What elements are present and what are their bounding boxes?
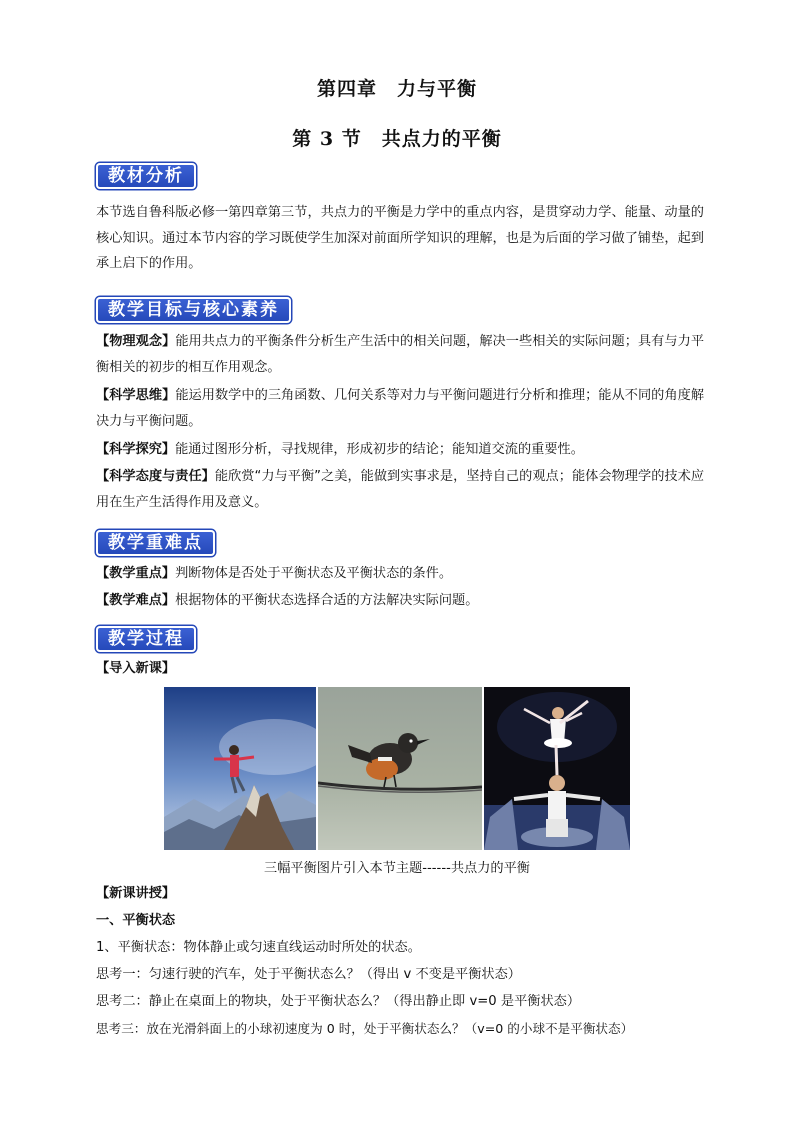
think-question-1: 思考一：匀速行驶的汽车，处于平衡状态么？（得出 v 不变是平衡状态） (96, 967, 521, 982)
goal-text: 能通过图形分析，寻找规律，形成初步的结论；能知道交流的重要性。 (175, 442, 584, 457)
goal-label: 【物理观念】 (96, 334, 176, 349)
photo-mountain-balance (164, 687, 316, 850)
mountain-balance-image (164, 687, 316, 850)
key-point (96, 561, 704, 587)
photo-acrobatic-ballet (484, 687, 630, 850)
think-question-3: 思考三：放在光滑斜面上的小球初速度为 0 时，处于平衡状态么？（v=0 的小球不是平衡状态） (96, 1021, 634, 1036)
key-point-label: 【教学重点】 (96, 566, 176, 581)
photo-bird-on-wire (318, 687, 482, 850)
new-lesson-heading: 【新课讲授】 (96, 886, 176, 901)
key-point-text: 判断物体是否处于平衡状态及平衡状态的条件。 (175, 566, 453, 581)
image-caption: 三幅平衡图片引入本节主题------共点力的平衡 (264, 861, 530, 876)
goal-scientific-inquiry (96, 437, 704, 463)
acrobatic-ballet-image (484, 687, 630, 850)
definition-line: 1、平衡状态：物体静止或匀速直线运动时所处的状态。 (96, 940, 421, 955)
goal-text: 能欣赏“力与平衡”之美，能做到实事求是，坚持自己的观点；能体会物理学的技术应用在生产生活得作用及意义。 (96, 469, 705, 510)
difficult-point (96, 588, 704, 614)
goal-attitude-responsibility (96, 464, 704, 515)
section-tag-key-difficult-points: 教学重难点 (96, 530, 215, 556)
sub-heading-equilibrium-state: 一、平衡状态 (96, 913, 176, 928)
section-tag-teaching-goals: 教学目标与核心素养 (96, 297, 291, 323)
think-question-2: 思考二：静止在桌面上的物块，处于平衡状态么？（得出静止即 v=0 是平衡状态） (96, 994, 581, 1009)
difficult-point-text: 根据物体的平衡状态选择合适的方法解决实际问题。 (175, 593, 479, 608)
goal-physics-concept (96, 329, 704, 380)
goal-text: 能用共点力的平衡条件分析生产生活中的相关问题，解决一些相关的实际问题；具有与力平衡相关的初步的相互作用观念。 (96, 334, 705, 375)
goal-text: 能运用数学中的三角函数、几何关系等对力与平衡问题进行分析和推理；能从不同的角度解决力与平衡问题。 (96, 388, 705, 429)
chapter-title: 第四章 力与平衡 (316, 78, 477, 100)
intro-heading: 【导入新课】 (96, 661, 176, 676)
goal-label: 【科学思维】 (96, 388, 176, 403)
analysis-paragraph: 本节选自鲁科版必修一第四章第三节，共点力的平衡是力学中的重点内容，是贯穿动力学、能量、动量的核心知识。通过本节内容的学习既使学生加深对前面所学知识的理解，也是为后面的学习做了铺垫，起到承上启下的作用。 (96, 205, 704, 271)
bird-on-wire-image (318, 687, 482, 850)
section-tag-teaching-process: 教学过程 (96, 626, 196, 652)
goal-label: 【科学探究】 (96, 442, 176, 457)
section-title: 第 3 节 共点力的平衡 (292, 128, 502, 150)
difficult-point-label: 【教学难点】 (96, 593, 176, 608)
section-tag-textbook-analysis: 教材分析 (96, 163, 196, 189)
goal-scientific-thinking (96, 383, 704, 434)
goal-label: 【科学态度与责任】 (96, 469, 215, 484)
